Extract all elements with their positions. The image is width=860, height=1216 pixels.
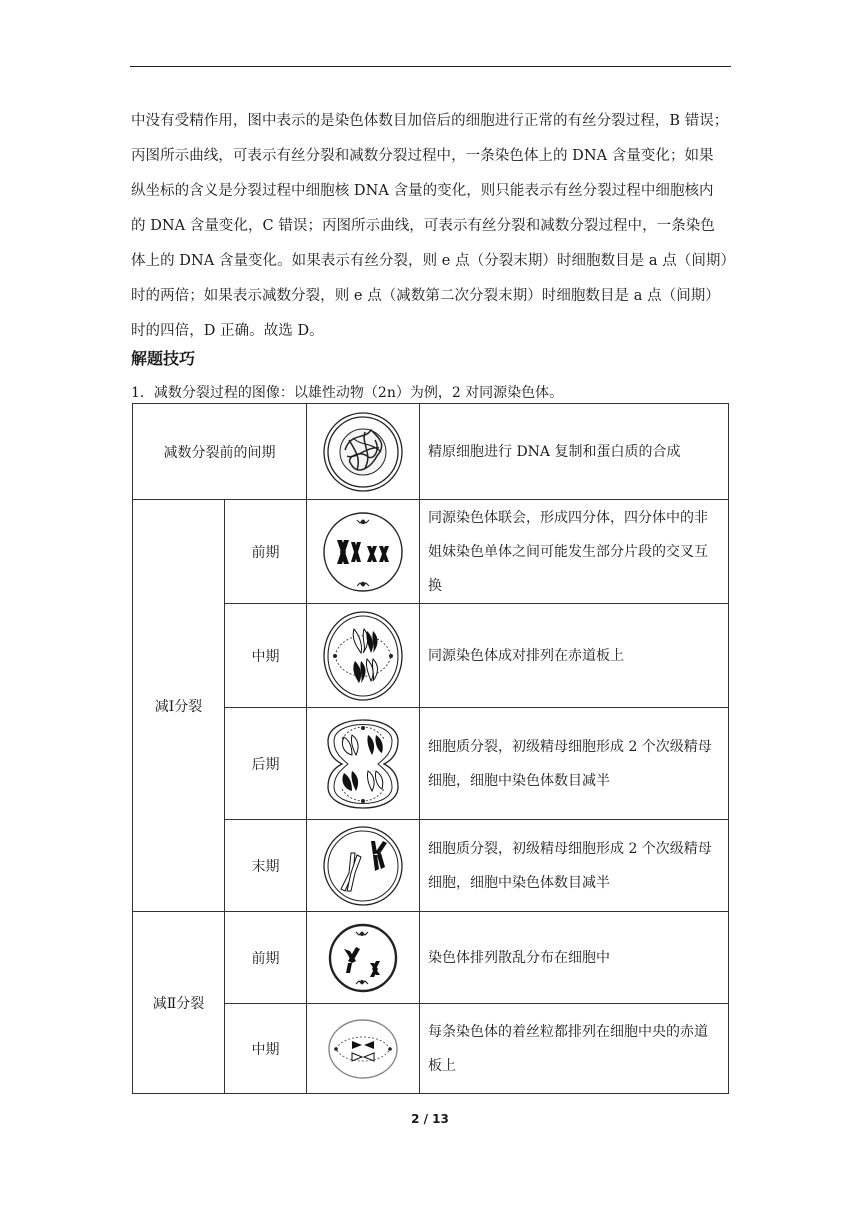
meiosis2-label: 减Ⅱ分裂 [133, 912, 225, 1094]
phase-desc: 细胞质分裂，初级精母细胞形成 2 个次级精母细胞，细胞中染色体数目减半 [420, 708, 729, 820]
cell-metaphase2-icon [307, 1004, 420, 1094]
phase-label: 前期 [225, 912, 307, 1004]
intro-text: 1．减数分裂过程的图像：以雄性动物（2n）为例，2 对同源染色体。 [131, 385, 564, 401]
cell-prophase2-icon [307, 912, 420, 1004]
phase-label: 后期 [225, 708, 307, 820]
phase-desc: 同源染色体成对排列在赤道板上 [420, 604, 729, 708]
table-row [133, 404, 729, 500]
phase-label: 中期 [225, 604, 307, 708]
phase-desc: 细胞质分裂，初级精母细胞形成 2 个次级精母细胞，细胞中染色体数目减半 [420, 820, 729, 912]
meiosis1-label: 减Ⅰ分裂 [133, 500, 225, 912]
paragraph-line: 时的四倍，D 正确。故选 D。 [131, 323, 324, 339]
section-title: 解题技巧 [131, 349, 196, 368]
phase-desc: 每条染色体的着丝粒都排列在细胞中央的赤道板上 [420, 1004, 729, 1094]
phase-desc: 同源染色体联会，形成四分体，四分体中的非姐妹染色单体之间可能发生部分片段的交叉互换 [420, 500, 729, 604]
cell-prophase1-icon [307, 500, 420, 604]
paragraph-line: 中没有受精作用，图中表示的是染色体数目加倍后的细胞进行正常的有丝分裂过程，B 错误； [131, 113, 729, 129]
cell-interphase-icon [307, 404, 420, 500]
paragraph-line: 纵坐标的含义是分裂过程中细胞核 DNA 含量的变化，则只能表示有丝分裂过程中细胞核内 [131, 183, 714, 199]
phase-label: 末期 [225, 820, 307, 912]
header-rule [130, 66, 731, 67]
phase-desc: 染色体排列散乱分布在细胞中 [420, 912, 729, 1004]
interphase-desc: 精原细胞进行 DNA 复制和蛋白质的合成 [420, 404, 729, 500]
page-number: 2 / 13 [411, 1112, 449, 1126]
paragraph-line: 体上的 DNA 含量变化。如果表示有丝分裂，则 e 点（分裂末期）时细胞数目是 a 点（间期） [131, 253, 736, 269]
paragraph-line: 时的两倍；如果表示减数分裂，则 e 点（减数第二次分裂末期）时细胞数目是 a 点（间期） [131, 288, 720, 304]
phase-label: 中期 [225, 1004, 307, 1094]
explanation-paragraph [131, 104, 736, 349]
paragraph-line: 的 DNA 含量变化，C 错误；丙图所示曲线，可表示有丝分裂和减数分裂过程中，一条染色 [131, 218, 715, 234]
phase-label: 前期 [225, 500, 307, 604]
cell-telophase1-icon [307, 820, 420, 912]
cell-metaphase1-icon [307, 604, 420, 708]
meiosis-table [132, 403, 729, 1094]
table-row [133, 912, 729, 1004]
interphase-label: 减数分裂前的间期 [133, 404, 307, 500]
cell-anaphase1-icon [307, 708, 420, 820]
paragraph-line: 丙图所示曲线，可表示有丝分裂和减数分裂过程中，一条染色体上的 DNA 含量变化；如果 [131, 148, 714, 164]
table-row [133, 500, 729, 604]
